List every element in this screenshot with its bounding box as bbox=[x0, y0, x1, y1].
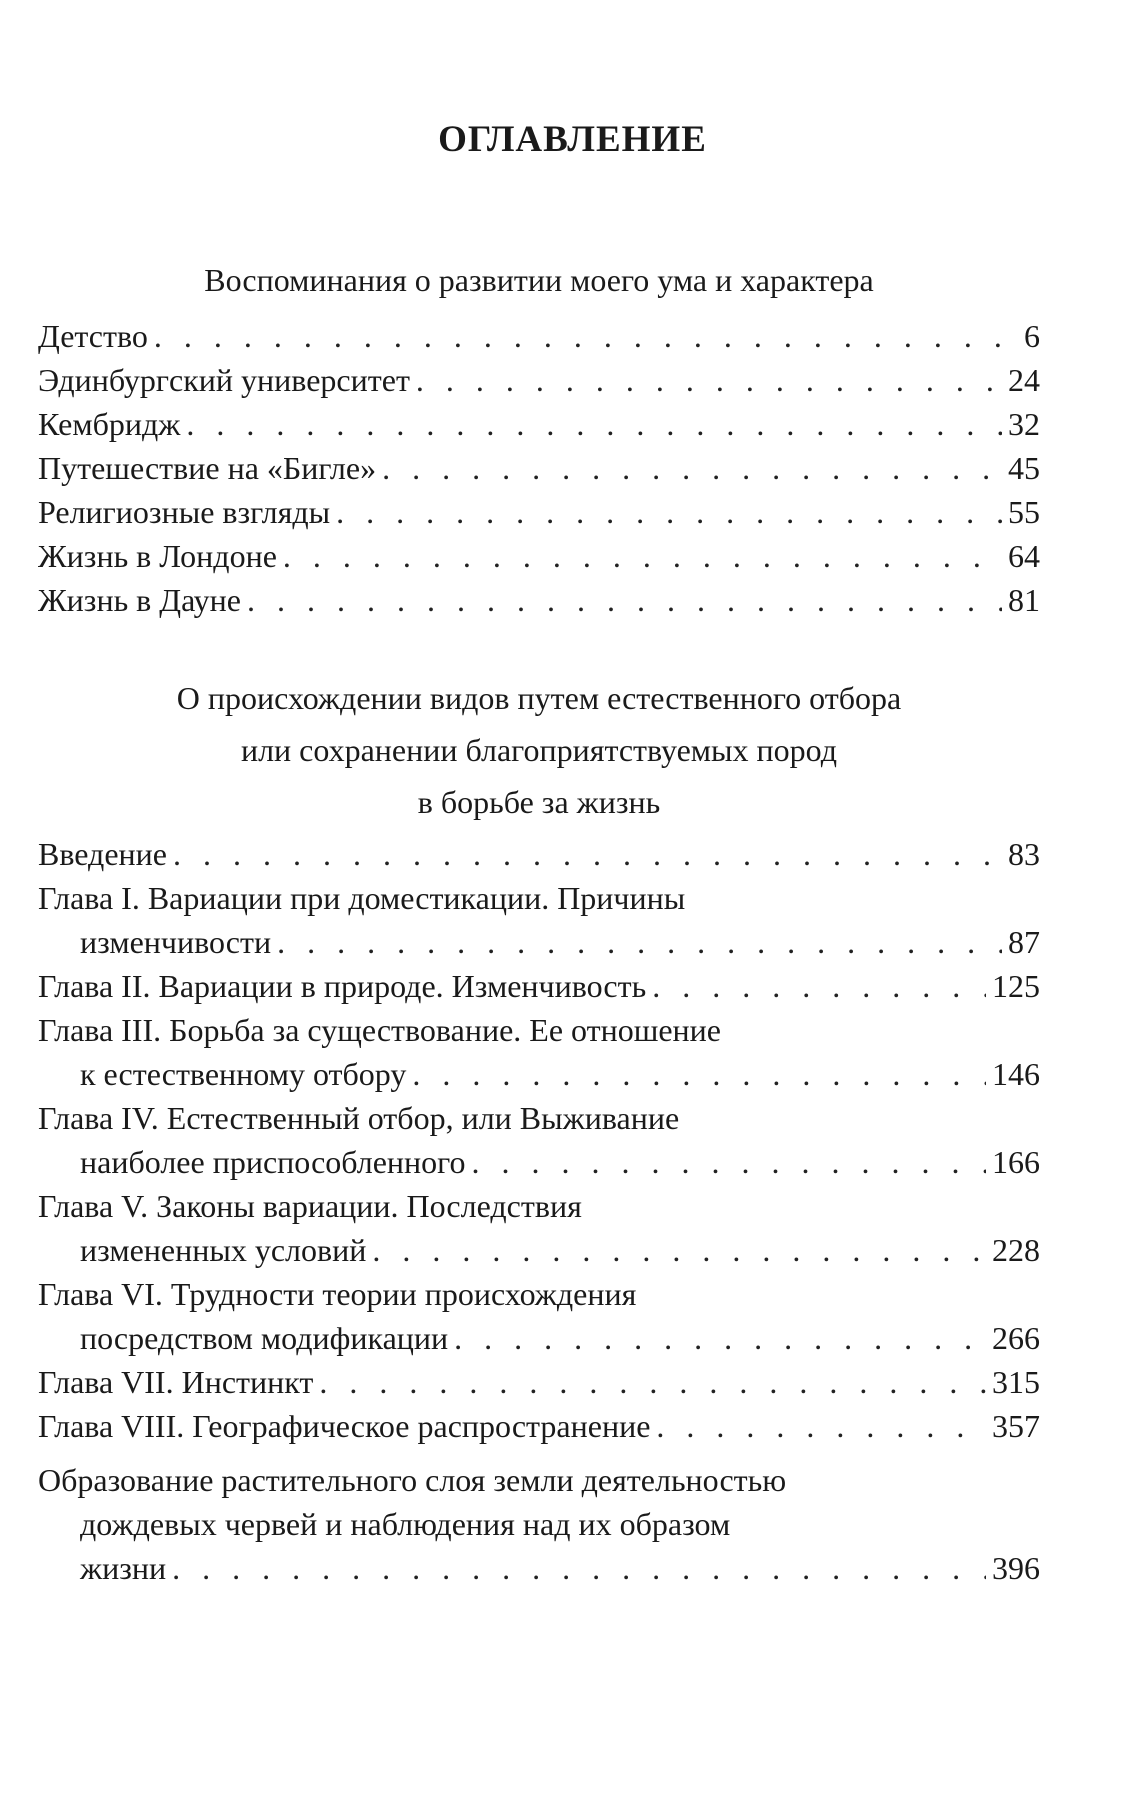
entry-title: Детство bbox=[38, 318, 148, 354]
page-number: 146 bbox=[992, 1056, 1040, 1092]
page-number: 315 bbox=[992, 1364, 1040, 1400]
entry-title-continued: к естественному отбору bbox=[80, 1056, 407, 1092]
dot-leader bbox=[186, 402, 1002, 446]
page-number: 83 bbox=[1008, 836, 1040, 872]
toc-entry[interactable] bbox=[38, 578, 1040, 622]
toc-entry[interactable] bbox=[38, 1404, 1040, 1448]
dot-leader bbox=[416, 358, 1002, 402]
entry-title-continued: измененных условий bbox=[80, 1232, 367, 1268]
entry-title: Религиозные взгляды bbox=[38, 494, 331, 530]
dot-leader bbox=[472, 1140, 987, 1184]
entry-title-continued: посредством модификации bbox=[80, 1320, 449, 1356]
entry-title: Образование растительного слоя земли деятельностью bbox=[38, 1462, 787, 1498]
entry-title: Глава VI. Трудности теории происхождения bbox=[38, 1276, 637, 1312]
dot-leader bbox=[319, 1360, 986, 1404]
page-number: 6 bbox=[1024, 318, 1040, 354]
section-heading bbox=[38, 676, 1040, 824]
entry-title: Глава II. Вариации в природе. Изменчивость bbox=[38, 968, 647, 1004]
section-heading-line: в борьбе за жизнь bbox=[417, 784, 661, 820]
dot-leader bbox=[336, 490, 1002, 534]
page-number: 81 bbox=[1008, 582, 1040, 618]
section-heading-line: или сохранении благоприятствуемых пород bbox=[240, 732, 838, 768]
toc-entry[interactable] bbox=[38, 358, 1040, 402]
page-number: 396 bbox=[992, 1550, 1040, 1586]
toc-entry[interactable] bbox=[38, 1096, 1040, 1184]
page-number: 228 bbox=[992, 1232, 1040, 1268]
toc-section-origin-of-species bbox=[38, 676, 1040, 1448]
toc-entry[interactable] bbox=[38, 1360, 1040, 1404]
page-number: 87 bbox=[1008, 924, 1040, 960]
toc-section-memoirs bbox=[38, 258, 1040, 622]
toc-entry[interactable] bbox=[38, 832, 1040, 876]
entry-title-continued: изменчивости bbox=[80, 924, 272, 960]
page-title: ОГЛАВЛЕНИЕ bbox=[438, 119, 707, 160]
entry-title: Глава IV. Естественный отбор, или Выживание bbox=[38, 1100, 680, 1136]
toc-entry[interactable] bbox=[38, 1008, 1040, 1096]
entry-title: Введение bbox=[38, 836, 167, 872]
toc-entry[interactable] bbox=[38, 534, 1040, 578]
page-number: 45 bbox=[1008, 450, 1040, 486]
toc-entry[interactable] bbox=[38, 490, 1040, 534]
toc-entry[interactable] bbox=[38, 1458, 1040, 1590]
page-number: 357 bbox=[992, 1408, 1040, 1444]
dot-leader bbox=[154, 314, 1018, 358]
section-heading: Воспоминания о развитии моего ума и характера bbox=[204, 262, 874, 298]
entry-title: Кембридж bbox=[38, 406, 181, 442]
toc-entry[interactable] bbox=[38, 1184, 1040, 1272]
entry-title: Жизнь в Лондоне bbox=[38, 538, 277, 574]
dot-leader bbox=[412, 1052, 986, 1096]
dot-leader bbox=[454, 1316, 986, 1360]
dot-leader bbox=[656, 1404, 986, 1448]
page-number: 166 bbox=[992, 1144, 1040, 1180]
dot-leader bbox=[382, 446, 1002, 490]
entry-title: Жизнь в Дауне bbox=[38, 582, 241, 618]
toc-entry[interactable] bbox=[38, 1272, 1040, 1360]
toc-entry[interactable] bbox=[38, 876, 1040, 964]
entry-title: Эдинбургский университет bbox=[38, 362, 410, 398]
toc-entry[interactable] bbox=[38, 964, 1040, 1008]
dot-leader bbox=[247, 578, 1002, 622]
toc-entry[interactable] bbox=[38, 314, 1040, 358]
toc-entry[interactable] bbox=[38, 402, 1040, 446]
page-number: 125 bbox=[992, 968, 1040, 1004]
entry-title: Глава VIII. Географическое распространение bbox=[38, 1408, 651, 1444]
entry-title: Путешествие на «Бигле» bbox=[38, 450, 377, 486]
page-number: 32 bbox=[1008, 406, 1040, 442]
toc-section-earthworms bbox=[38, 1458, 1040, 1590]
section-heading-line: О происхождении видов путем естественного отбора bbox=[176, 680, 902, 716]
entry-title: Глава III. Борьба за существование. Ее отношение bbox=[38, 1012, 721, 1048]
entry-title: Глава VII. Инстинкт bbox=[38, 1364, 314, 1400]
page-number: 266 bbox=[992, 1320, 1040, 1356]
dot-leader bbox=[277, 920, 1002, 964]
page-number: 55 bbox=[1008, 494, 1040, 530]
page-number: 24 bbox=[1008, 362, 1040, 398]
toc-entry[interactable] bbox=[38, 446, 1040, 490]
entry-title-continued: жизни bbox=[80, 1550, 167, 1586]
entry-title-continued: наиболее приспособленного bbox=[80, 1144, 466, 1180]
entry-title: Глава V. Законы вариации. Последствия bbox=[38, 1188, 582, 1224]
dot-leader bbox=[652, 964, 986, 1008]
dot-leader bbox=[372, 1228, 986, 1272]
page-number: 64 bbox=[1008, 538, 1040, 574]
entry-title-continued: дождевых червей и наблюдения над их образом bbox=[80, 1506, 731, 1542]
dot-leader bbox=[283, 534, 1002, 578]
dot-leader bbox=[173, 832, 1002, 876]
entry-title: Глава I. Вариации при доместикации. Причины bbox=[38, 880, 686, 916]
dot-leader bbox=[172, 1546, 986, 1590]
